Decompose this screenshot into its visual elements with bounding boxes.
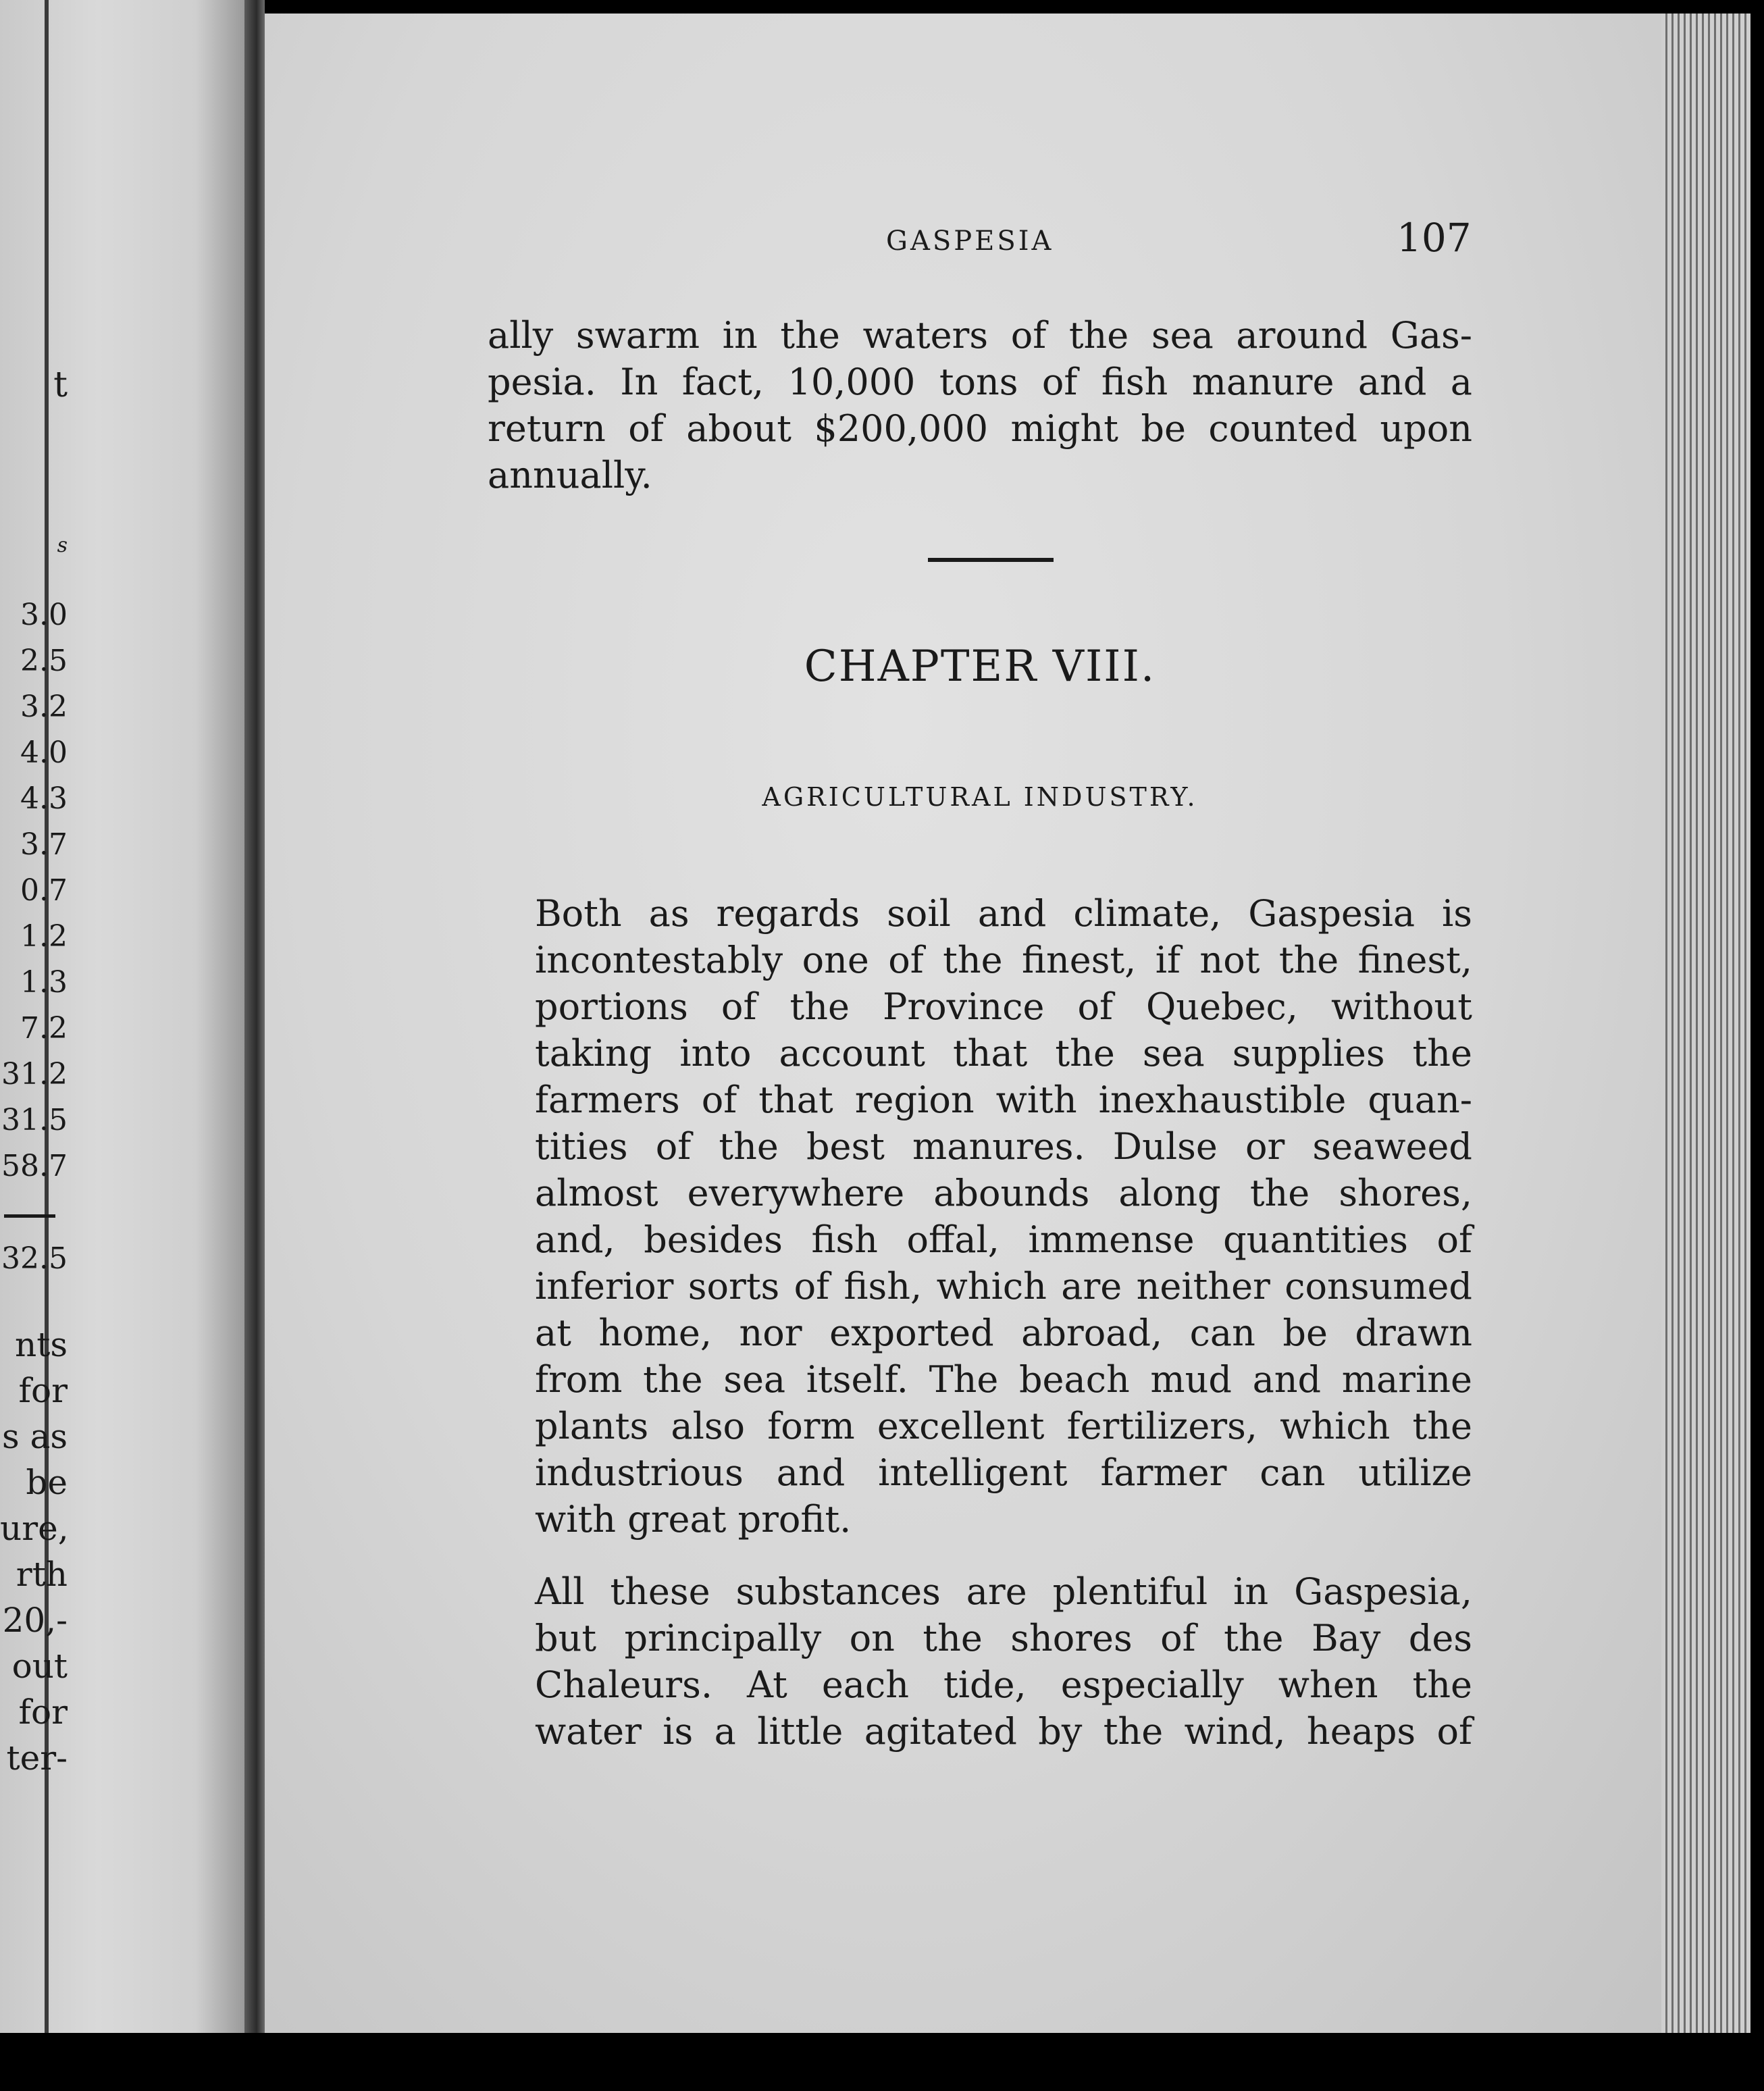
left-fragment: s as <box>1 1417 68 1456</box>
chapter-title: CHAPTER VIII. <box>804 642 1156 692</box>
left-value: 1.3 <box>20 965 68 1000</box>
chapter-subtitle: AGRICULTURAL INDUSTRY. <box>762 782 1198 812</box>
paragraph-2 <box>488 1568 1472 1755</box>
top-paragraph <box>488 312 1472 498</box>
text-line: with great profit. <box>535 1498 852 1541</box>
text-line: from the sea itself. The beach mud and marine <box>535 1358 1472 1401</box>
left-fragment: ure, <box>0 1509 69 1548</box>
text-line: taking into account that the sea supplies the <box>535 1032 1472 1075</box>
text-line: and, besides fish offal, immense quantities of <box>535 1218 1472 1261</box>
text-line: Both as regards soil and climate, Gaspesia is <box>535 892 1472 935</box>
left-value: 3.7 <box>20 827 68 862</box>
left-fragment: t <box>53 365 68 405</box>
section-divider <box>928 558 1054 562</box>
page-number: 107 <box>1397 215 1472 261</box>
text-line: at home, nor exported abroad, can be drawn <box>535 1312 1472 1354</box>
text-line: All these substances are plentiful in Gaspesia, <box>535 1570 1472 1613</box>
left-fragment: ter- <box>6 1738 68 1778</box>
text-line: but principally on the shores of the Bay des <box>535 1617 1472 1659</box>
left-value: 31.2 <box>1 1057 68 1091</box>
left-page <box>0 0 244 2033</box>
running-head: GASPESIA <box>886 226 1054 257</box>
text-line: plants also form excellent fertilizers, which the <box>535 1405 1472 1447</box>
text-line: tities of the best manures. Dulse or seaweed <box>535 1125 1472 1168</box>
page-edges <box>1661 14 1750 2033</box>
text-line: water is a little agitated by the wind, heaps of <box>535 1710 1472 1753</box>
left-value: 2.5 <box>20 644 68 678</box>
text-line: Chaleurs. At each tide, especially when the <box>535 1663 1472 1706</box>
text-line: pesia. In fact, 10,000 tons of fish manure and a <box>488 361 1472 403</box>
text-line: farmers of that region with inexhaustible quan- <box>535 1079 1472 1121</box>
left-value: 31.5 <box>1 1103 68 1137</box>
bottom-shadow <box>0 2033 1764 2091</box>
left-fragment: out <box>11 1647 68 1686</box>
text-line: return of about $200,000 might be counted upon <box>488 407 1472 450</box>
left-value: 4.0 <box>20 735 68 770</box>
left-value: 1.2 <box>20 919 68 954</box>
left-fragment: rth <box>16 1555 68 1594</box>
left-fragment: for <box>18 1693 68 1732</box>
text-line: annually. <box>488 454 652 496</box>
text-line: incontestably one of the finest, if not the finest, <box>535 939 1472 981</box>
left-value: 7.2 <box>20 1011 68 1046</box>
paragraph-1 <box>488 890 1472 1543</box>
text-line: almost everywhere abounds along the shores, <box>535 1172 1472 1214</box>
left-value: 3.2 <box>20 690 68 724</box>
left-value: 58.7 <box>1 1149 68 1183</box>
text-line: portions of the Province of Quebec, without <box>535 985 1472 1028</box>
book-gutter <box>244 0 265 2033</box>
left-fragment: for <box>18 1371 68 1410</box>
left-fragment: s <box>57 534 68 557</box>
left-value: 3.0 <box>20 598 68 632</box>
text-line: ally swarm in the waters of the sea around Gas- <box>488 314 1472 357</box>
left-total-rule <box>4 1214 55 1218</box>
left-value: 0.7 <box>20 873 68 908</box>
left-fragment: 20,- <box>2 1601 68 1640</box>
left-value: 4.3 <box>20 781 68 816</box>
left-total-value: 32.5 <box>1 1241 68 1276</box>
left-fragment: be <box>26 1463 68 1502</box>
text-line: inferior sorts of fish, which are neither consumed <box>535 1265 1472 1308</box>
text-line: industrious and intelligent farmer can utilize <box>535 1451 1472 1494</box>
left-fragment: nts <box>15 1325 68 1364</box>
